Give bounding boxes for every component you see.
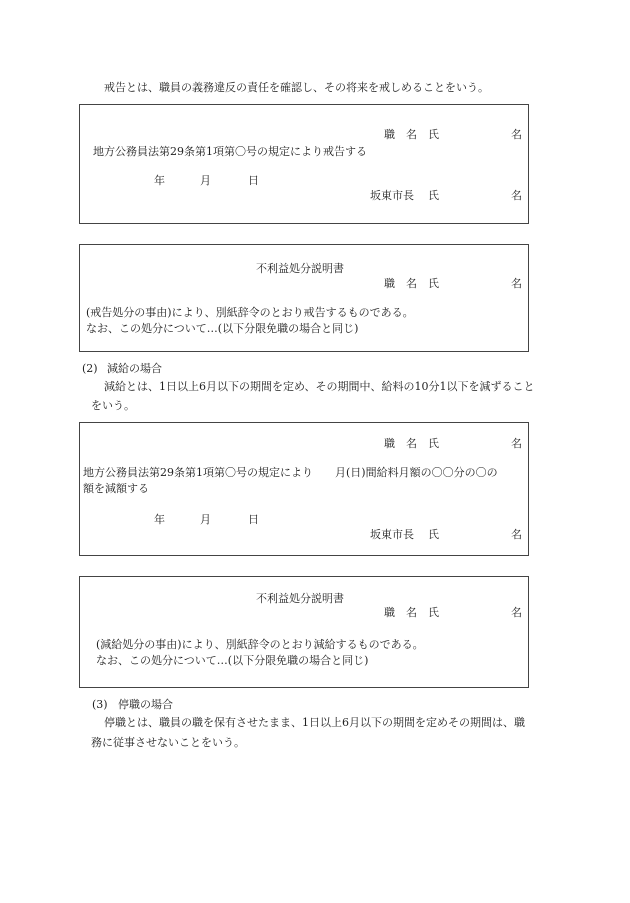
section-number: (3) [92,698,108,711]
teishoku-definition-1: 停職とは、職員の職を保有させたまま、1日以上6月以下の期間を定めその期間は、職 [104,716,525,729]
signer: 坂東市長 [370,528,414,541]
signer-mei: 名 [511,189,522,202]
signer: 坂東市長 [370,189,414,202]
date-month: 月 [200,174,211,187]
section-heading: 停職の場合 [118,698,173,711]
kaikoku-notice-box [79,104,529,224]
date-year: 年 [154,513,165,526]
notice-mei2-label: 名 [511,437,522,450]
notice-shokumei-label: 職 [384,128,395,141]
statement-mei-label: 名 [406,606,417,619]
notice-body-1: 地方公務員法第29条第1項第〇号の規定により 月(日)間給料月額の〇〇分の〇の [83,466,498,479]
statement-mei2-label: 名 [511,606,522,619]
statement-title: 不利益処分説明書 [256,262,344,275]
notice-mei2-label: 名 [511,128,522,141]
statement-shi-label: 氏 [428,606,439,619]
date-day: 日 [248,513,259,526]
date-month: 月 [200,513,211,526]
statement-shokumei-label: 職 [384,606,395,619]
statement-mei2-label: 名 [511,277,522,290]
notice-shokumei-label: 職 [384,437,395,450]
genkyu-definition-2: をいう。 [91,399,135,412]
date-year: 年 [154,174,165,187]
kaikoku-definition: 戒告とは、職員の義務違反の責任を確認し、その将来を戒しめることをいう。 [104,81,489,94]
statement-title: 不利益処分説明書 [256,592,344,605]
section-heading: 減給の場合 [107,362,162,375]
statement-shi-label: 氏 [428,277,439,290]
statement-line1: (戒告処分の事由)により、別紙辞令のとおり戒告するものである。 [86,306,414,319]
notice-shi-label: 氏 [428,437,439,450]
notice-mei-label: 名 [406,128,417,141]
signer-shi: 氏 [428,528,439,541]
notice-mei-label: 名 [406,437,417,450]
statement-line2: なお、この処分について…(以下分限免職の場合と同じ) [86,322,359,335]
notice-shi-label: 氏 [428,128,439,141]
statement-line1: (減給処分の事由)により、別紙辞令のとおり減給するものである。 [96,638,424,651]
genkyu-definition-1: 減給とは、1日以上6月以下の期間を定め、その期間中、給料の10分1以下を減ずること [104,380,535,393]
signer-mei: 名 [511,528,522,541]
statement-shokumei-label: 職 [384,277,395,290]
date-day: 日 [248,174,259,187]
teishoku-definition-2: 務に従事させないことをいう。 [91,736,245,749]
notice-body-2: 額を減額する [83,482,149,495]
statement-mei-label: 名 [406,277,417,290]
section-number: (2) [82,362,98,375]
signer-shi: 氏 [428,189,439,202]
statement-line2: なお、この処分について…(以下分限免職の場合と同じ) [96,654,369,667]
notice-body: 地方公務員法第29条第1項第〇号の規定により戒告する [93,145,367,158]
